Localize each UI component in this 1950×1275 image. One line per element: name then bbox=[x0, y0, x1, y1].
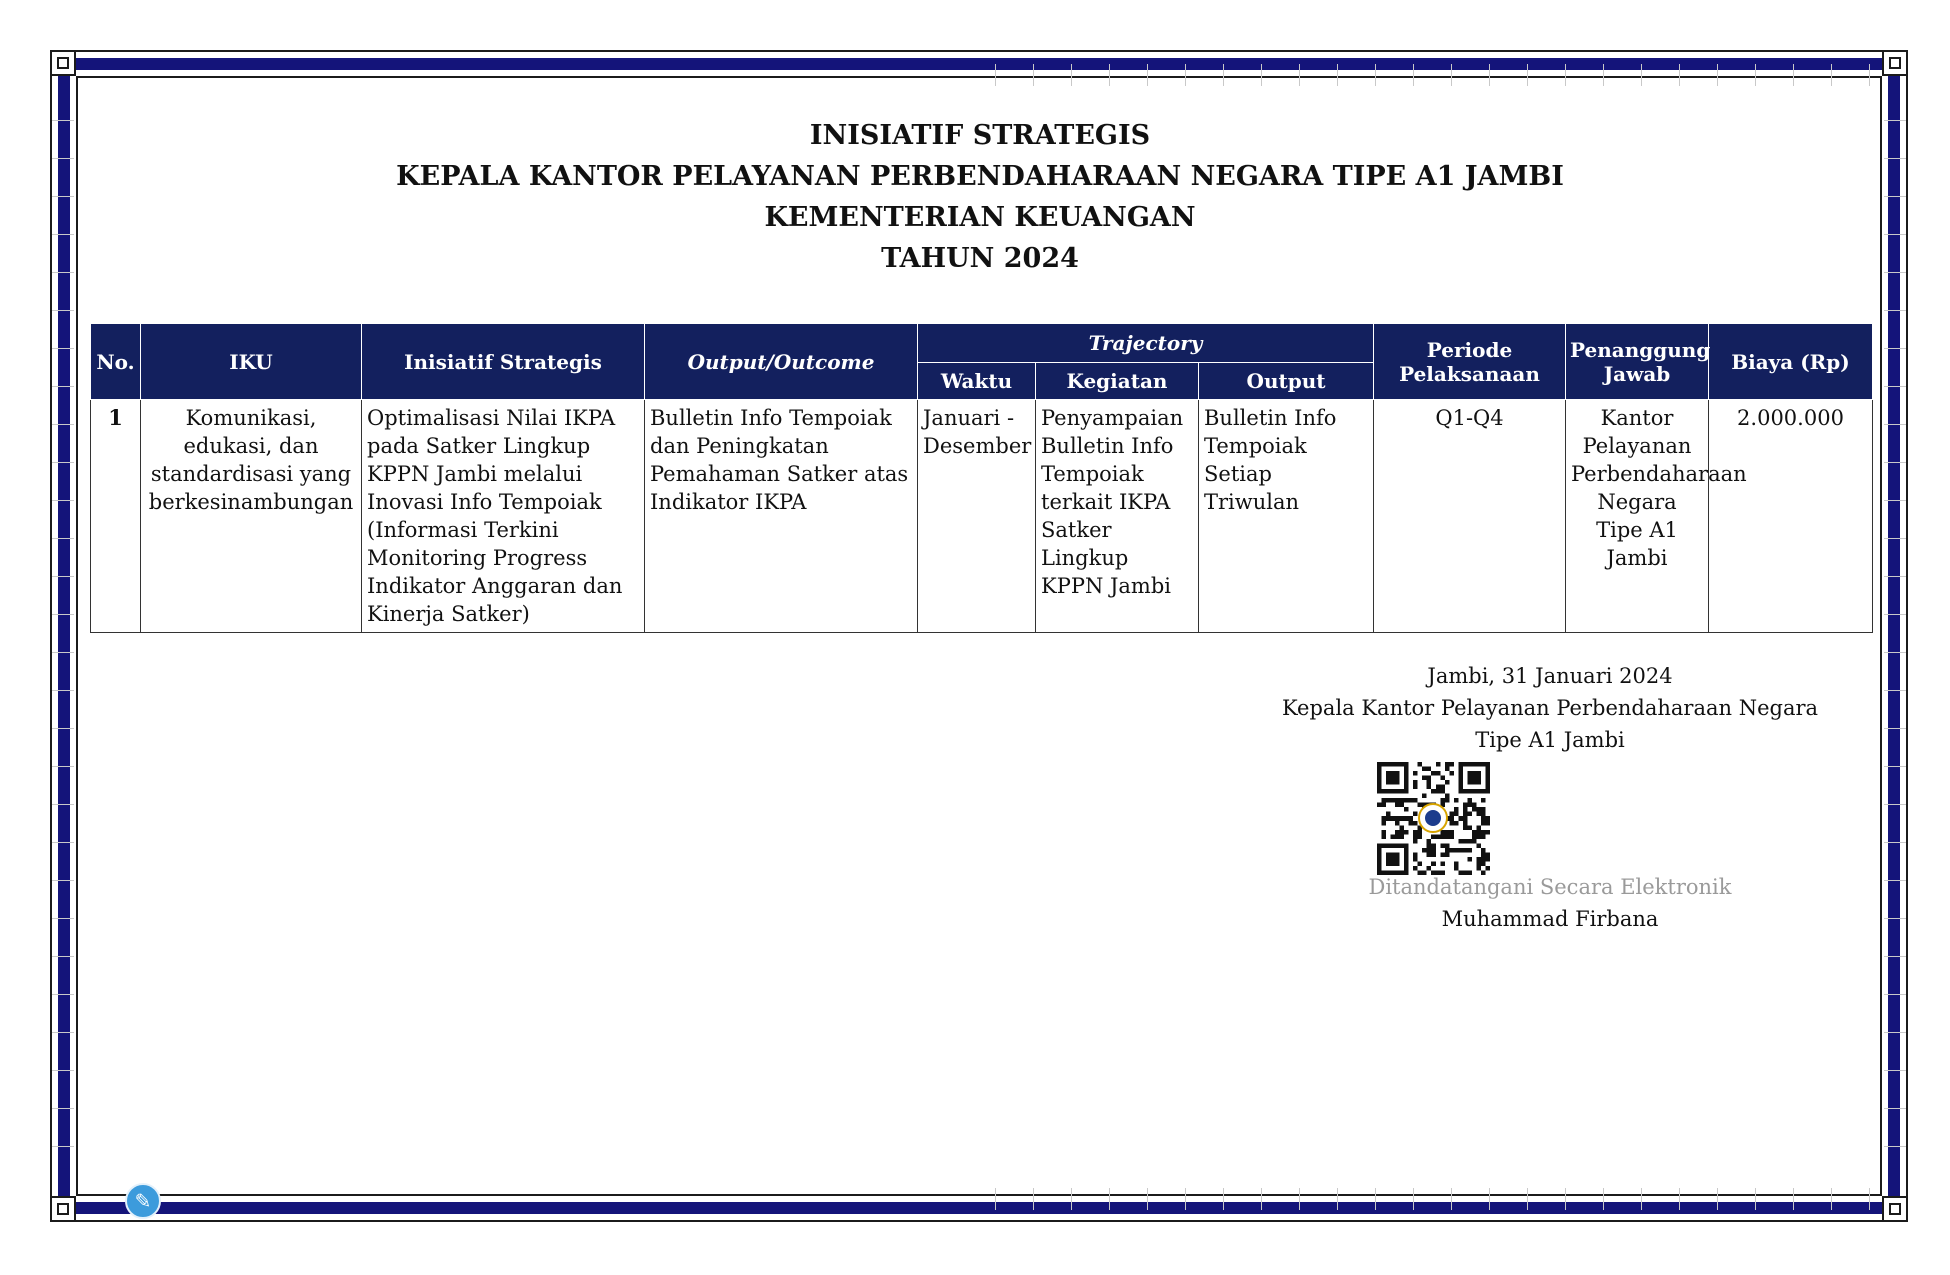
document-title: INISIATIF STRATEGIS bbox=[809, 120, 1151, 151]
frame-tick bbox=[1884, 310, 1906, 311]
header-output: Output bbox=[1199, 363, 1374, 400]
frame-tick bbox=[52, 1146, 74, 1147]
frame-tick bbox=[1755, 1188, 1756, 1210]
cell-kegiatan: Penyampaian Bulletin Info Tempoiak terkait IKPA Satker Lingkup KPPN Jambi bbox=[1036, 400, 1199, 633]
frame-tick bbox=[1337, 1188, 1338, 1210]
signature-title-office: Tipe A1 Jambi bbox=[1475, 728, 1625, 752]
frame-tick bbox=[1884, 386, 1906, 387]
frame-tick bbox=[1884, 1032, 1906, 1033]
office-name: KEPALA KANTOR PELAYANAN PERBENDAHARAAN NEGARA TIPE A1 JAMBI bbox=[396, 161, 1564, 192]
frame-tick bbox=[1527, 1188, 1528, 1210]
frame-tick bbox=[52, 1108, 74, 1109]
frame-tick bbox=[1884, 652, 1906, 653]
table-row bbox=[91, 400, 1873, 633]
frame-tick bbox=[1884, 728, 1906, 729]
frame-tick bbox=[52, 804, 74, 805]
frame-tick bbox=[1884, 766, 1906, 767]
cell-inisiatif-strategis: Optimalisasi Nilai IKPA pada Satker Lingkup KPPN Jambi melalui Inovasi Info Tempoiak (Informasi Terkini Monitoring Progress Indikator Anggaran dan Kinerja Satker) bbox=[362, 400, 645, 633]
frame-tick bbox=[1884, 1146, 1906, 1147]
cell-output: Bulletin Info Tempoiak Setiap Triwulan bbox=[1199, 400, 1374, 633]
frame-tick bbox=[1223, 1188, 1224, 1210]
frame-tick bbox=[52, 424, 74, 425]
header-inisiatif-strategis: Inisiatif Strategis bbox=[362, 324, 645, 400]
frame-tick bbox=[1603, 64, 1604, 86]
frame-tick bbox=[52, 766, 74, 767]
frame-tick bbox=[1565, 64, 1566, 86]
frame-tick bbox=[1337, 64, 1338, 86]
frame-tick bbox=[1451, 1188, 1452, 1210]
frame-tick bbox=[52, 310, 74, 311]
document-year: TAHUN 2024 bbox=[881, 243, 1079, 274]
frame-tick bbox=[1413, 1188, 1414, 1210]
frame-tick bbox=[1831, 64, 1832, 86]
frame-tick bbox=[1884, 994, 1906, 995]
strategic-initiatives-table bbox=[90, 323, 1872, 633]
cell-periode: Q1-Q4 bbox=[1374, 400, 1566, 633]
frame-tick bbox=[1884, 538, 1906, 539]
frame-tick bbox=[1884, 956, 1906, 957]
frame-tick bbox=[1869, 64, 1870, 86]
frame-tick bbox=[1261, 64, 1262, 86]
frame-tick bbox=[52, 538, 74, 539]
header-periode-pelaksanaan: Periode Pelaksanaan bbox=[1374, 324, 1566, 400]
frame-tick bbox=[1603, 1188, 1604, 1210]
frame-tick bbox=[1565, 1188, 1566, 1210]
frame-corner-top-right bbox=[1882, 50, 1908, 76]
frame-tick bbox=[52, 462, 74, 463]
cell-output-outcome: Bulletin Info Tempoiak dan Peningkatan Pemahaman Satker atas Indikator IKPA bbox=[645, 400, 918, 633]
header-biaya: Biaya (Rp) bbox=[1709, 324, 1873, 400]
frame-tick bbox=[52, 348, 74, 349]
signature-block bbox=[1250, 660, 1850, 935]
frame-tick bbox=[1451, 64, 1452, 86]
frame-tick bbox=[1375, 64, 1376, 86]
frame-tick bbox=[52, 918, 74, 919]
frame-corner-bottom-left bbox=[50, 1196, 76, 1222]
frame-tick bbox=[1109, 1188, 1110, 1210]
frame-tick bbox=[52, 386, 74, 387]
signature-title: Kepala Kantor Pelayanan Perbendaharaan Negara bbox=[1281, 696, 1819, 720]
ministry-name: KEMENTERIAN KEUANGAN bbox=[764, 202, 1196, 233]
pen-badge-icon: ✎ bbox=[125, 1183, 161, 1219]
frame-tick bbox=[52, 956, 74, 957]
frame-tick bbox=[1489, 1188, 1490, 1210]
frame-tick bbox=[52, 652, 74, 653]
frame-tick bbox=[1884, 424, 1906, 425]
header-iku: IKU bbox=[141, 324, 362, 400]
frame-tick bbox=[1261, 1188, 1262, 1210]
frame-tick bbox=[1884, 1070, 1906, 1071]
cell-biaya: 2.000.000 bbox=[1709, 400, 1873, 633]
ministry-logo-icon bbox=[1418, 803, 1448, 833]
cell-waktu: Januari - Desember bbox=[918, 400, 1036, 633]
frame-tick bbox=[1413, 64, 1414, 86]
frame-tick bbox=[1299, 64, 1300, 86]
frame-tick bbox=[1147, 64, 1148, 86]
frame-tick bbox=[1884, 804, 1906, 805]
frame-tick bbox=[52, 842, 74, 843]
frame-tick bbox=[1527, 64, 1528, 86]
frame-tick bbox=[995, 64, 996, 86]
signature-place-date: Jambi, 31 Januari 2024 bbox=[1427, 664, 1673, 688]
frame-tick bbox=[1679, 1188, 1680, 1210]
frame-tick bbox=[52, 576, 74, 577]
signature-electronic-note: Ditandatangani Secara Elektronik bbox=[1368, 875, 1732, 899]
frame-tick bbox=[1717, 1188, 1718, 1210]
cell-penanggung-jawab: Kantor Pelayanan Perbendaharaan Negara Tipe A1 Jambi bbox=[1566, 400, 1709, 633]
frame-tick bbox=[52, 1070, 74, 1071]
frame-tick bbox=[1884, 690, 1906, 691]
frame-tick bbox=[1299, 1188, 1300, 1210]
frame-tick bbox=[52, 500, 74, 501]
frame-tick bbox=[1884, 918, 1906, 919]
frame-tick bbox=[1641, 1188, 1642, 1210]
signature-name: Muhammad Firbana bbox=[1441, 907, 1659, 931]
frame-tick bbox=[1109, 64, 1110, 86]
header-trajectory: Trajectory bbox=[918, 324, 1374, 363]
signature-qr-space bbox=[1250, 756, 1850, 871]
header-no: No. bbox=[91, 324, 141, 400]
frame-tick bbox=[1884, 1108, 1906, 1109]
frame-tick bbox=[1071, 1188, 1072, 1210]
frame-tick bbox=[1147, 1188, 1148, 1210]
frame-tick bbox=[1641, 64, 1642, 86]
frame-tick bbox=[52, 880, 74, 881]
frame-tick bbox=[1489, 64, 1490, 86]
frame-tick bbox=[1793, 1188, 1794, 1210]
frame-tick bbox=[1755, 64, 1756, 86]
frame-tick bbox=[1884, 880, 1906, 881]
frame-tick bbox=[1831, 1188, 1832, 1210]
frame-corner-top-left bbox=[50, 50, 76, 76]
frame-tick bbox=[1884, 348, 1906, 349]
frame-tick bbox=[1884, 576, 1906, 577]
frame-tick bbox=[1185, 64, 1186, 86]
frame-tick bbox=[1884, 842, 1906, 843]
frame-tick bbox=[1185, 1188, 1186, 1210]
frame-tick bbox=[1375, 1188, 1376, 1210]
frame-tick bbox=[1793, 64, 1794, 86]
document-header bbox=[0, 115, 1950, 279]
header-kegiatan: Kegiatan bbox=[1036, 363, 1199, 400]
header-output-outcome: Output/Outcome bbox=[645, 324, 918, 400]
frame-tick bbox=[1033, 64, 1034, 86]
frame-tick bbox=[995, 1188, 996, 1210]
header-waktu: Waktu bbox=[918, 363, 1036, 400]
frame-tick bbox=[1717, 64, 1718, 86]
header-penanggung-jawab: Penanggung Jawab bbox=[1566, 324, 1709, 400]
frame-tick bbox=[1884, 614, 1906, 615]
frame-tick bbox=[1223, 64, 1224, 86]
frame-tick bbox=[1679, 64, 1680, 86]
frame-tick bbox=[52, 614, 74, 615]
frame-tick bbox=[52, 690, 74, 691]
cell-iku: Komunikasi, edukasi, dan standardisasi yang berkesinambungan bbox=[141, 400, 362, 633]
frame-tick bbox=[1071, 64, 1072, 86]
frame-tick bbox=[52, 728, 74, 729]
frame-corner-bottom-right bbox=[1882, 1196, 1908, 1222]
frame-tick bbox=[1869, 1188, 1870, 1210]
frame-tick bbox=[1884, 462, 1906, 463]
cell-no: 1 bbox=[91, 400, 141, 633]
frame-tick bbox=[1884, 500, 1906, 501]
frame-tick bbox=[52, 1032, 74, 1033]
frame-tick bbox=[1033, 1188, 1034, 1210]
frame-tick bbox=[52, 994, 74, 995]
